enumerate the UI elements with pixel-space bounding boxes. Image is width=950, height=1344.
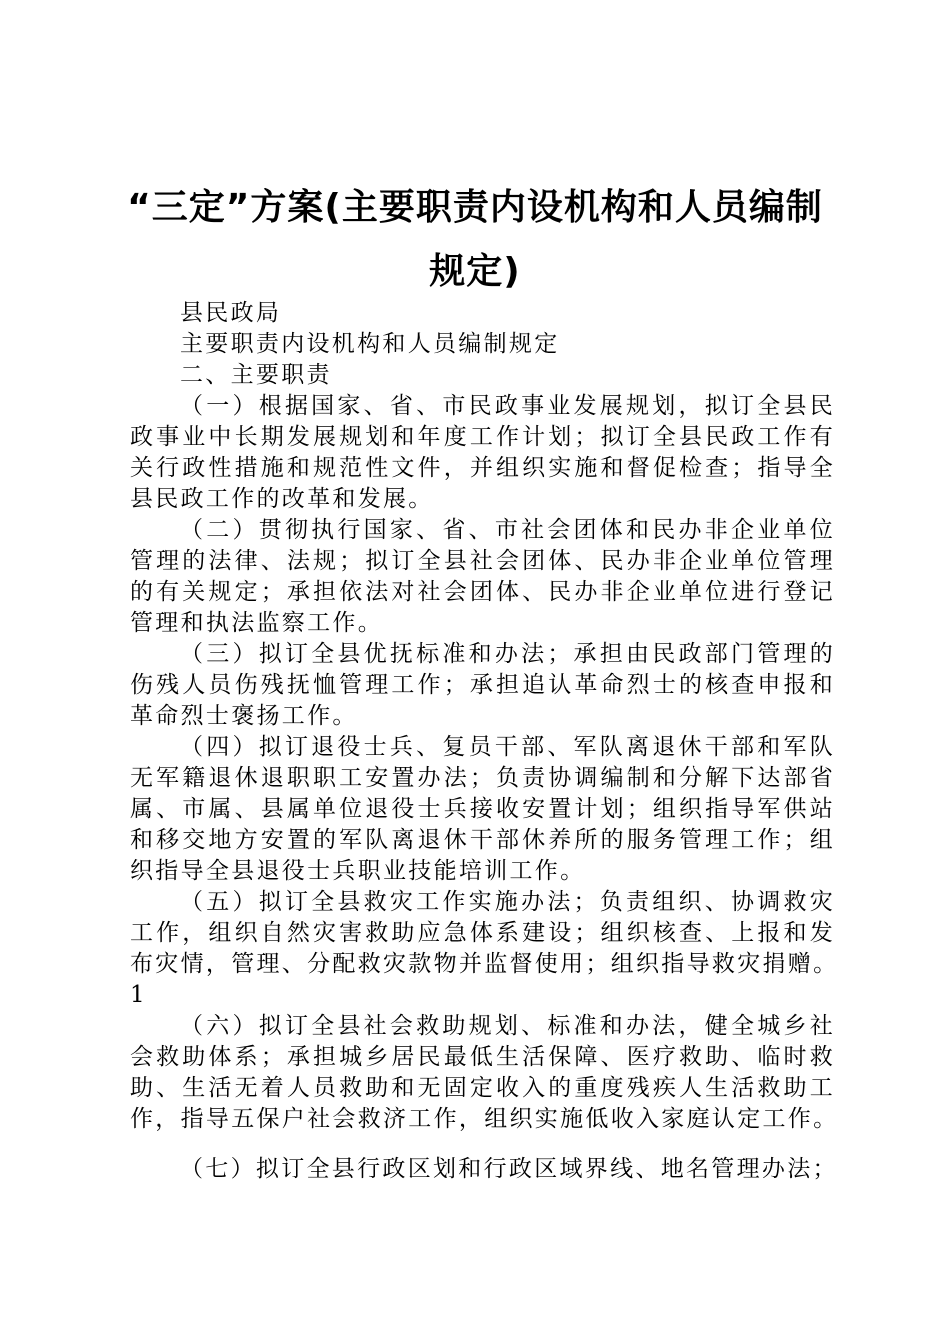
body-line: 伤残人员伤残抚恤管理工作；承担追认革命烈士的核查申报和 <box>130 672 835 698</box>
body-line: 织指导全县退役士兵职业技能培训工作。 <box>130 858 586 884</box>
body-line: 属、市属、县属单位退役士兵接收安置计划；组织指导军供站 <box>130 796 835 822</box>
body-line: 管理的法律、法规；拟订全县社会团体、民办非企业单位管理 <box>130 548 835 574</box>
body-line: （三）拟订全县优抚标准和办法；承担由民政部门管理的 <box>180 641 835 667</box>
page-number: 1 <box>130 982 147 1008</box>
section-heading: 二、主要职责 <box>180 362 332 388</box>
title-line-1: “三定”方案(主要职责内设机构和人员编制 <box>127 187 823 228</box>
body-line: 县民政工作的改革和发展。 <box>130 486 434 512</box>
document-title <box>120 176 830 304</box>
body-line: （四）拟订退役士兵、复员干部、军队离退休干部和军队 <box>180 734 835 760</box>
body-line: 会救助体系；承担城乡居民最低生活保障、医疗救助、临时救 <box>130 1044 835 1070</box>
body-line: （六）拟订全县社会救助规划、标准和办法，健全城乡社 <box>180 1013 835 1039</box>
body-line: （一）根据国家、省、市民政事业发展规划，拟订全县民 <box>180 393 835 419</box>
body-line: 工作，组织自然灾害救助应急体系建设；组织核查、上报和发 <box>130 920 835 946</box>
title-line-2: 规定) <box>429 251 521 292</box>
org-name: 县民政局 <box>180 300 282 326</box>
body-line: 布灾情，管理、分配救灾款物并监督使用；组织指导救灾捐赠。 <box>130 951 839 977</box>
body-line: 关行政性措施和规范性文件，并组织实施和督促检查；指导全 <box>130 455 835 481</box>
body-line: 的有关规定；承担依法对社会团体、民办非企业单位进行登记 <box>130 579 835 605</box>
body-line: （七）拟订全县行政区划和行政区域界线、地名管理办法； <box>180 1156 838 1182</box>
body-line: 助、生活无着人员救助和无固定收入的重度残疾人生活救助工 <box>130 1075 835 1101</box>
body-line: （二）贯彻执行国家、省、市社会团体和民办非企业单位 <box>180 517 835 543</box>
body-line: 无军籍退休退职职工安置办法；负责协调编制和分解下达部省 <box>130 765 835 791</box>
doc-subtitle: 主要职责内设机构和人员编制规定 <box>180 331 560 357</box>
body-line: 革命烈士褒扬工作。 <box>130 703 358 729</box>
body-line: （五）拟订全县救灾工作实施办法；负责组织、协调救灾 <box>180 889 835 915</box>
body-line: 政事业中长期发展规划和年度工作计划；拟订全县民政工作有 <box>130 424 835 450</box>
body-line: 和移交地方安置的军队离退休干部休养所的服务管理工作；组 <box>130 827 835 853</box>
body-line: 管理和执法监察工作。 <box>130 610 383 636</box>
body-line: 作，指导五保户社会救济工作，组织实施低收入家庭认定工作。 <box>130 1106 839 1132</box>
